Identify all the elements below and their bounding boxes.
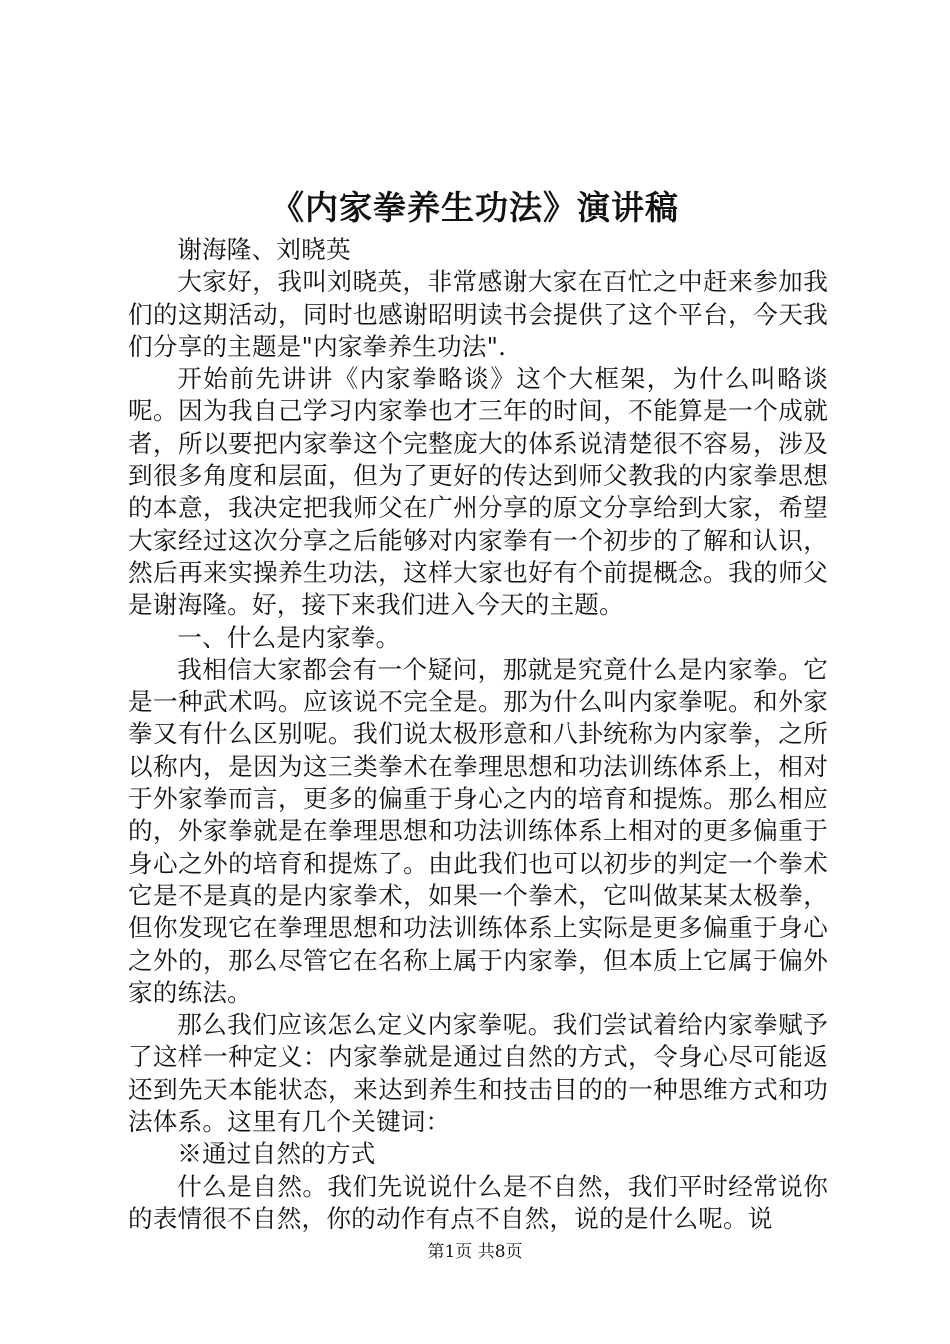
author-line: 谢海隆、刘晓英 bbox=[177, 235, 351, 264]
paragraph: 开始前先讲讲《内家拳略谈》这个大框架，为什么叫略谈呢。因为我自己学习内家拳也才三年的时间，不能算是一个成就者，所以要把内家拳这个完整庞大的体系说清楚很不容易，涉及到很多角度和层面，但为了更好的传达到师父教我的内家拳思想的本意，我决定把我师父在广州分享的原文分享给到大家，希望大家经过这次分享之后能够对内家拳有一个初步的了解和认识，然后再来实操养生功法，这样大家也好有个前提概念。我的师父是谢海隆。好，接下来我们进入今天的主题。 bbox=[128, 364, 828, 620]
paragraph: 什么是自然。我们先说说什么是不自然，我们平时经常说你的表情很不自然，你的动作有点不自然，说的是什么呢。说 bbox=[128, 1171, 828, 1233]
paragraph: 我相信大家都会有一个疑问，那就是究竟什么是内家拳。它是一种武术吗。应该说不完全是。那为什么叫内家拳呢。和外家拳又有什么区别呢。我们说太极形意和八卦统称为内家拳，之所以称内，是因为这三类拳术在拳理思想和功法训练体系上，相对于外家拳而言，更多的偏重于身心之内的培育和提炼。那么相应的，外家拳就是在拳理思想和功法训练体系上相对的更多偏重于身心之外的培育和提炼了。由此我们也可以初步的判定一个拳术它是不是真的是内家拳术，如果一个拳术，它叫做某某太极拳，但你发现它在拳理思想和功法训练体系上实际是更多偏重于身心之外的，那么尽管它在名称上属于内家拳，但本质上它属于偏外家的练法。 bbox=[128, 654, 828, 1007]
document-body bbox=[128, 234, 828, 1235]
paragraph: 大家好，我叫刘晓英，非常感谢大家在百忙之中赶来参加我们的这期活动，同时也感谢昭明读书会提供了这个平台，今天我们分享的主题是"内家拳养生功法". bbox=[128, 267, 828, 361]
section-heading: 一、什么是内家拳。 bbox=[177, 622, 401, 652]
document-title: 《内家拳养生功法》演讲稿 bbox=[271, 188, 679, 227]
keyword-heading: ※通过自然的方式 bbox=[177, 1139, 376, 1169]
paragraph: 那么我们应该怎么定义内家拳呢。我们尝试着给内家拳赋予了这样一种定义：内家拳就是通过自然的方式，令身心尽可能返还到先天本能状态，来达到养生和技击目的的一种思维方式和功法体系。这里有几个关键词： bbox=[128, 1010, 828, 1137]
page-footer: 第1页 共8页 bbox=[427, 1242, 523, 1262]
